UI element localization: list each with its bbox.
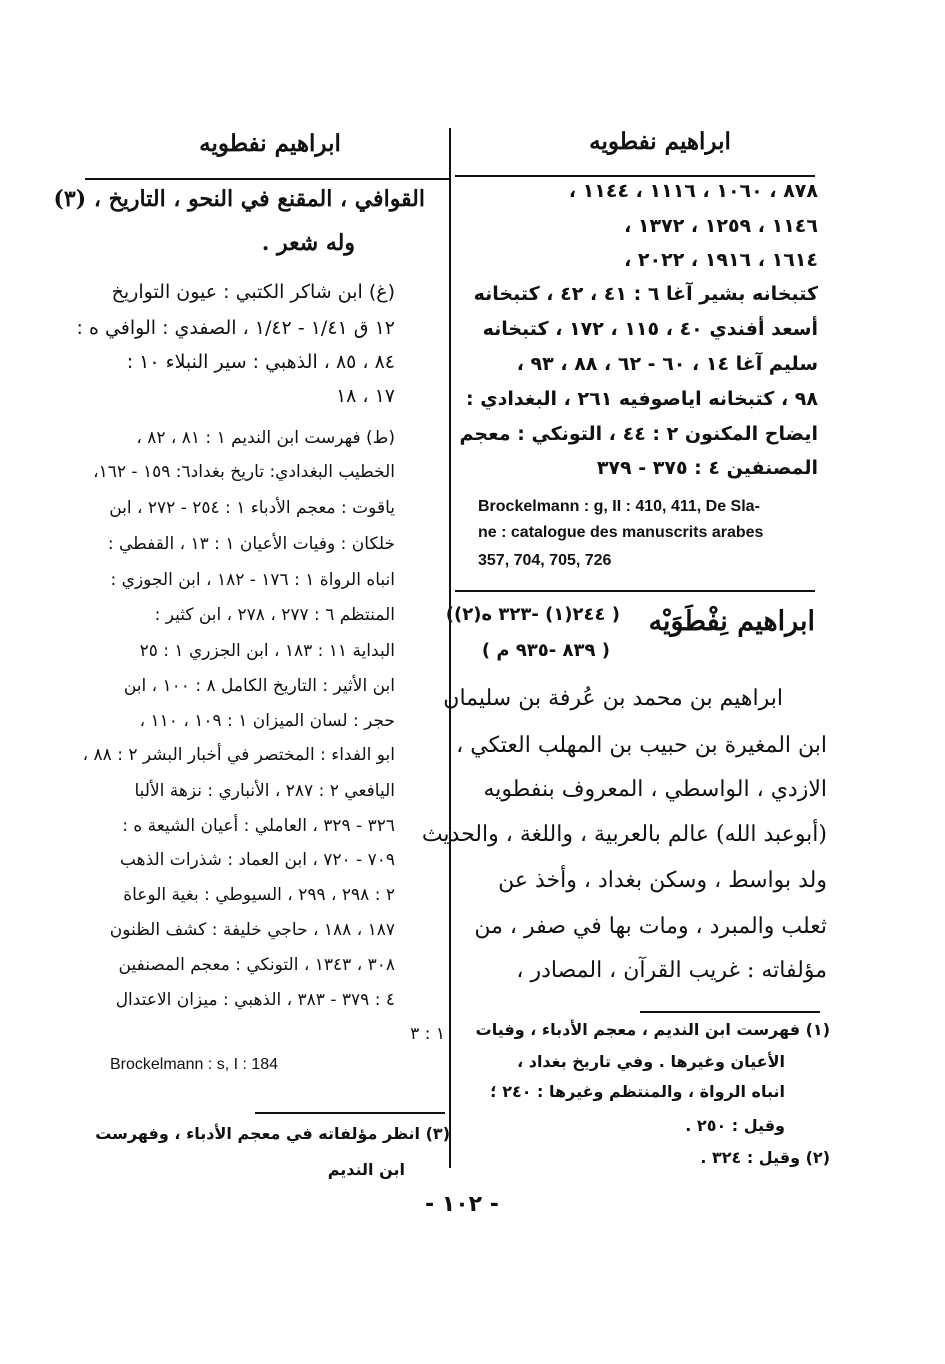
left-latin-line: Brockelmann : s, I : 184 (110, 1056, 279, 1073)
footnote-rule-left (255, 1112, 445, 1114)
left-ref-t-line: ٣٢٦ - ٣٢٩ ، العاملي : أعيان الشيعة ه : (122, 816, 395, 836)
bio-line: (أبوعبد الله) عالم بالعربية ، واللغة ، والحديث (421, 822, 827, 847)
right-footnote-line: (٢) وقيل : ٣٢٤ . (700, 1148, 830, 1167)
bio-line: ثعلب والمبرد ، ومات بها في صفر ، من (474, 914, 827, 939)
left-ref-t-line: ابو الفداء : المختصر في أخبار البشر ٢ : ٨٨ ، (82, 745, 395, 765)
right-latin-line: Brockelmann : g, II : 410, 411, De Sla- (478, 498, 760, 515)
entry-dates-hijri: ( ٢٤٤(١) -٣٢٣ ه(٢)) (445, 604, 620, 625)
bio-line: ولد بواسط ، وسكن بغداد ، وأخذ عن (498, 868, 827, 893)
right-ref-line: ايضاح المكنون ٢ : ٤٤ ، التونكي : معجم (459, 423, 818, 445)
left-ref-t-line: ١ : ٣ (410, 1024, 445, 1044)
left-ref-t-line: المنتظم ٦ : ٢٧٧ ، ٢٧٨ ، ابن كثير : (154, 605, 395, 625)
right-footnote-line: انباه الرواة ، والمنتظم وغيرها : ٢٤٠ ؛ (490, 1082, 785, 1101)
left-footnote-line: ابن النديم (327, 1160, 405, 1179)
left-ref-t-line: البداية ١١ : ١٨٣ ، ابن الجزري ١ : ٢٥ (139, 641, 395, 661)
left-ref-t-line: حجر : لسان الميزان ١ : ١٠٩ ، ١١٠ ، (139, 711, 395, 731)
left-ref-g-line: ٨٤ ، ٨٥ ، الذهبي : سير النبلاء ١٠ : (126, 351, 395, 373)
right-footnote-line: (١) فهرست ابن النديم ، معجم الأدباء ، وفيات (475, 1020, 830, 1039)
left-ref-g-line: ١٧ ، ١٨ (335, 385, 395, 407)
right-ref-line: كتبخانه بشير آغا ٦ : ٤١ ، ٤٢ ، كتبخانه (473, 283, 818, 305)
right-ref-line: ١٦١٤ ، ١٩١٦ ، ٢٠٢٢ ، (624, 249, 818, 271)
left-ref-t-line: (ط) فهرست ابن النديم ١ : ٨١ ، ٨٢ ، (136, 428, 395, 448)
entry-dates-gregorian: ( ٨٣٩ -٩٣٥ م ) (481, 640, 610, 661)
left-ref-t-line: ٧٠٩ - ٧٢٠ ، ابن العماد : شذرات الذهب (119, 850, 395, 870)
right-ref-line: ٨٧٨ ، ١٠٦٠ ، ١١١٦ ، ١١٤٤ ، (568, 180, 818, 202)
left-ref-t-line: ٢ : ٢٩٨ ، ٢٩٩ ، السيوطي : بغية الوعاة (123, 885, 395, 905)
left-header-title: ابراهيم نفطويه (199, 130, 341, 157)
bio-line: الازدي ، الواسطي ، المعروف بنفطويه (483, 777, 827, 802)
left-ref-t-line: اليافعي ٢ : ٢٨٧ ، الأنباري : نزهة الألبا (134, 781, 395, 801)
footnote-rule-right (640, 1011, 820, 1013)
right-latin-line: 357, 704, 705, 726 (478, 552, 612, 569)
bio-line: مؤلفاته : غريب القرآن ، المصادر ، (516, 958, 827, 983)
left-ref-g-line: (غ) ابن شاكر الكتبي : عيون التواريخ (111, 281, 395, 303)
right-footnote-line: الأعيان وغيرها . وفي تاريخ بغداد ، (517, 1052, 785, 1071)
entry-rule-top (455, 590, 815, 592)
left-ref-t-line: ٤ : ٣٧٩ - ٣٨٣ ، الذهبي : ميزان الاعتدال (115, 990, 395, 1010)
left-footnote-line: (٣) انظر مؤلفاته في معجم الأدباء ، وفهرست (95, 1124, 450, 1143)
right-header-title: ابراهيم نفطويه (589, 128, 731, 155)
left-ref-t-line: ياقوت : معجم الأدباء ١ : ٢٥٤ - ٢٧٢ ، ابن (109, 498, 395, 518)
right-ref-line: المصنفين ٤ : ٣٧٥ - ٣٧٩ (596, 457, 818, 479)
left-ref-g-line: ١٢ ق ١/٤١ - ١/٤٢ ، الصفدي : الوافي ه : (76, 317, 395, 339)
right-ref-line: ١١٤٦ ، ١٢٥٩ ، ١٣٧٢ ، (624, 215, 818, 237)
right-ref-line: أسعد أفندي ٤٠ ، ١١٥ ، ١٧٢ ، كتبخانه (482, 318, 818, 340)
right-latin-line: ne : catalogue des manuscrits arabes (478, 524, 764, 541)
right-ref-line: سليم آغا ١٤ ، ٦٠ - ٦٢ ، ٨٨ ، ٩٣ ، (516, 353, 818, 375)
left-intro-line: وله شعر . (261, 230, 355, 256)
bio-line: ابن المغيرة بن حبيب بن المهلب العتكي ، (456, 733, 827, 758)
bio-line: ابراهيم بن محمد بن عُرفة بن سليمان (443, 686, 783, 711)
right-ref-line: ٩٨ ، كتبخانه اياصوفيه ٢٦١ ، البغدادي : (466, 388, 818, 410)
left-ref-t-line: انباه الرواة ١ : ١٧٦ - ١٨٢ ، ابن الجوزي : (110, 570, 395, 590)
left-ref-t-line: الخطيب البغدادي: تاريخ بغداد٦: ١٥٩ - ١٦٢، (93, 462, 395, 482)
header-rule-left (85, 178, 450, 180)
left-ref-t-line: خلكان : وفيات الأعيان ١ : ١٣ ، القفطي : (107, 534, 395, 554)
left-intro-line: القوافي ، المقنع في النحو ، التاريخ ، (٣) (53, 186, 425, 212)
left-ref-t-line: ٣٠٨ ، ١٣٤٣ ، التونكي : معجم المصنفين (118, 955, 395, 975)
left-ref-t-line: ابن الأثير : التاريخ الكامل ٨ : ١٠٠ ، ابن (123, 676, 395, 696)
right-footnote-line: وقيل : ٢٥٠ . (685, 1116, 785, 1135)
entry-title: ابراهيم نِفْطَوَيْه (648, 606, 815, 637)
column-divider (449, 128, 451, 1168)
left-ref-t-line: ١٨٧ ، ١٨٨ ، حاجي خليفة : كشف الظنون (109, 920, 395, 940)
header-rule-right (455, 175, 815, 177)
page-number: - ١٠٢ - (425, 1192, 499, 1217)
